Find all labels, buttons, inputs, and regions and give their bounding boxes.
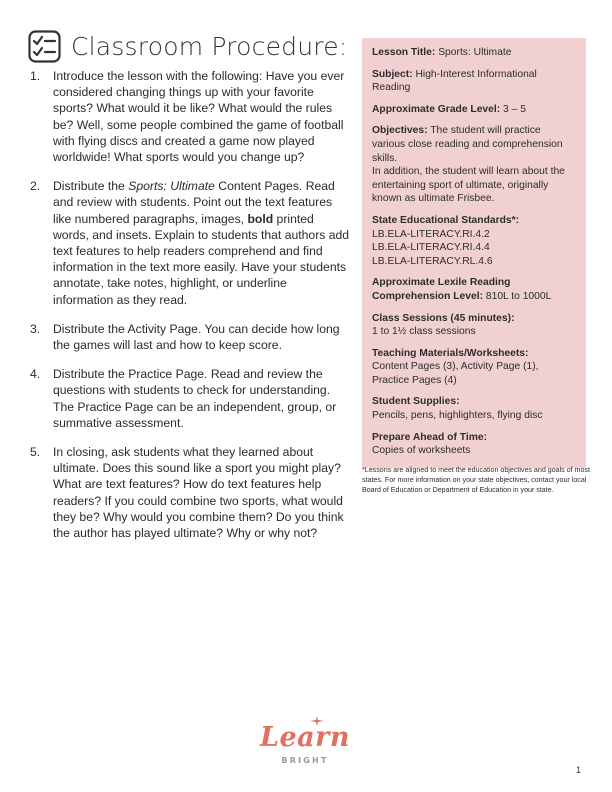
sessions-field: Class Sessions (45 minutes): 1 to 1½ class sessions	[372, 312, 515, 338]
italic-title: Sports: Ultimate	[128, 179, 215, 194]
grade-level-field: Approximate Grade Level: 3 – 5	[372, 103, 526, 115]
standards-footnote: *Lessons are aligned to meet the education objectives and goals of most states. For more information on your state objectives, contact your local Board of Education or Department of Education in your state.	[362, 466, 590, 495]
step-number: 1.	[30, 69, 41, 83]
step-text: Distribute the Sports: Ultimate Content Pages. Read and review with students. Point out the text features like numbered paragraphs, images, bold printed words, and insets. Explain to students that authors add text features to help readers comprehend and find information in the text more easily. Have your students annotate, take notes, highlight, or underline information as they read.	[53, 179, 350, 307]
procedure-step	[30, 68, 350, 165]
checklist-icon	[28, 30, 61, 63]
step-text: Distribute the Practice Page. Read and review the questions with students to check for understanding. The Practice Page can be an independent, group, or summative assessment.	[53, 367, 337, 430]
bold-word: bold	[247, 211, 274, 226]
procedure-step	[30, 321, 350, 353]
procedure-list	[30, 68, 350, 554]
lexile-field: Approximate Lexile Reading Comprehension Level: 810L to 1000L	[372, 277, 552, 302]
page-title: Classroom Procedure:	[71, 31, 348, 61]
objectives-field: Objectives: The student will practice various close reading and comprehension skills. In addition, the student will learn about the entertaining sport of ultimate, originally known as ultimate Frisbee.	[372, 125, 565, 205]
learn-bright-logo	[250, 722, 360, 770]
prepare-field: Prepare Ahead of Time: Copies of worksheets	[372, 431, 488, 457]
standard-item: LB.ELA-LITERACY.RI.4.2	[372, 228, 490, 240]
procedure-step	[30, 366, 350, 431]
logo-subtitle: BRIGHT	[281, 756, 329, 765]
logo-wordmark: Learn	[259, 722, 350, 753]
supplies-field: Student Supplies: Pencils, pens, highlighters, flying disc	[372, 396, 543, 422]
step-number: 4.	[30, 367, 41, 382]
step-number: 5.	[30, 445, 41, 460]
step-text: Distribute the Activity Page. You can decide how long the games will last and how to keep score.	[53, 321, 340, 353]
step-number: 3.	[30, 321, 41, 336]
lesson-info-box	[362, 38, 586, 468]
standard-item: LB.ELA-LITERACY.RL.4.6	[372, 255, 493, 267]
page-number: 1	[576, 765, 582, 775]
step-number: 2.	[30, 179, 41, 194]
title-row	[28, 26, 347, 66]
step-text: Introduce the lesson with the following: Have you ever considered changing things up with your favorite sports? What would it be like? What would the rules be? Well, some people combined the game of football with flying discs and created a game now played worldwide! What sports would you change up?	[53, 69, 345, 165]
procedure-step	[30, 444, 350, 541]
lesson-title-field: Lesson Title: Sports: Ultimate	[372, 47, 512, 58]
subject-field: Subject: High-Interest Informational Reading	[372, 68, 537, 94]
standard-item: LB.ELA-LITERACY.RI.4.4	[372, 242, 490, 254]
procedure-step	[30, 178, 350, 308]
materials-field: Teaching Materials/Worksheets: Content Pages (3), Activity Page (1), Practice Pages (4)	[372, 347, 539, 386]
standards-field: State Educational Standards*: LB.ELA-LITERACY.RI.4.2 LB.ELA-LITERACY.RI.4.4 LB.ELA-LITERACY.RL.4.6	[372, 214, 576, 268]
step-text: In closing, ask students what they learned about ultimate. Does this sound like a sport you might play? What are text features? How do text features help readers? If you could combine two sports, what would they be? Why would you combine them? Do you think the author has played ultimate? Why or why not?	[53, 445, 344, 541]
